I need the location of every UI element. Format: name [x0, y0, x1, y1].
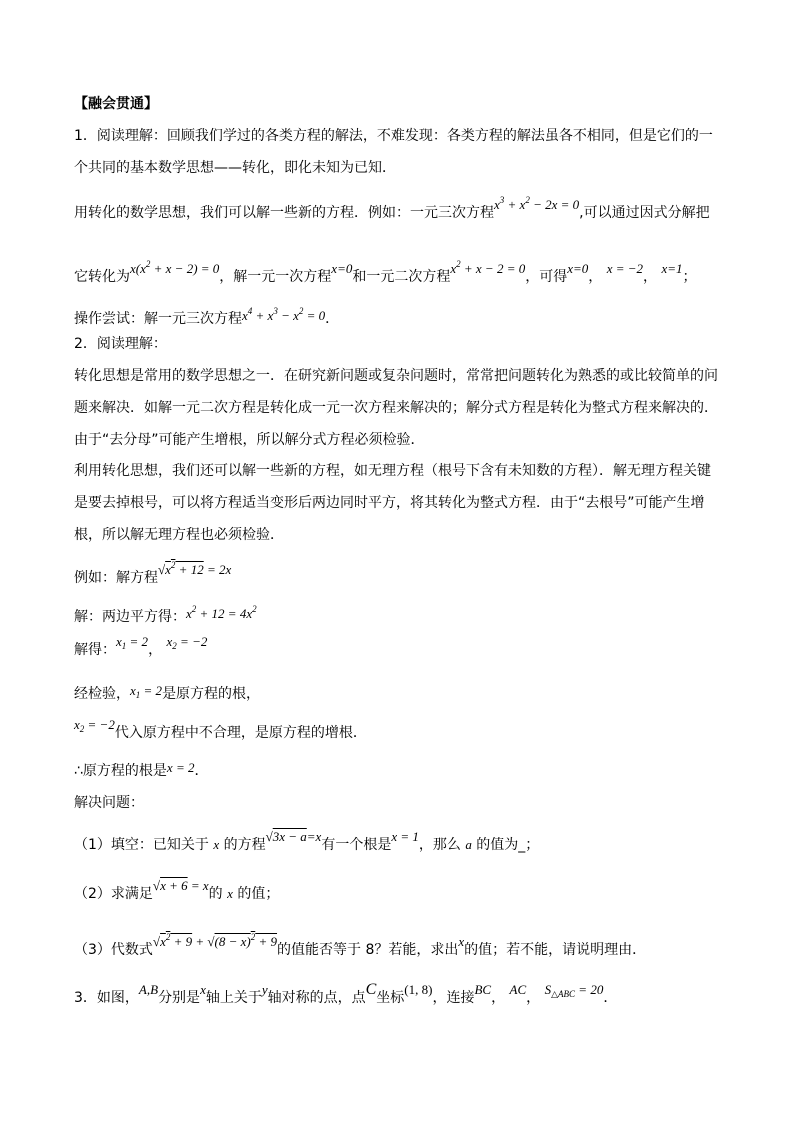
root-x1: $x_1 = 2$ — [116, 634, 149, 651]
triangle-area: $S_{\triangle ABC} = 20$ — [544, 982, 604, 999]
q2-p3: 由于“去分母”可能产生增根，所以解分式方程必须检验． — [74, 432, 425, 448]
segment-ac: AC — [509, 982, 527, 997]
q2-solution-2: 解得：$x_1 = 2$， $x_2 = -2$ — [74, 634, 208, 658]
root-zero: x=0 — [567, 261, 589, 276]
q2-p2: 题来解决．如解一元二次方程是转化成一元一次方程来解决的；解分式方程是转化为整式方程来解决的． — [74, 400, 718, 416]
q2-p6: 根，所以解无理方程也必须检验． — [74, 527, 284, 543]
squared-equation: $x^2 + 12 = 4x^2$ — [186, 604, 257, 621]
q3-line: 3．如图，A,B分别是x轴上关于y轴对称的点，点C坐标(1, 8)，连接BC， AC， $S_{\triangle ABC} = 20$． — [74, 981, 618, 1006]
linear-equation: x=0 — [331, 261, 353, 276]
q2-sub1: （1）填空：已知关于 x 的方程√3x − a=x有一个根是x = 1，那么 a 的值为_； — [74, 829, 540, 853]
q1-line1: 1．阅读理解：回顾我们学过的各类方程的解法，不难发现：各类方程的解法虽各不相同，但是它们的一 — [74, 128, 713, 144]
q2-p1: 转化思想是常用的数学思想之一．在研究新问题或复杂问题时，常常把问题转化为熟悉的或比较简单的问 — [74, 368, 718, 384]
q2-p5: 是要去掉根号，可以将方程适当变形后两边同时平方，将其转化为整式方程．由于“去根号”可能产生增 — [74, 495, 705, 511]
quadratic-equation: $x^2 + x - 2 = 0$ — [450, 259, 526, 276]
q2-solve-title: 解决问题： — [74, 795, 144, 811]
sub2-equation: √x + 6 = x — [152, 878, 209, 893]
q2-p4: 利用转化思想，我们还可以解一些新的方程，如无理方程（根号下含有未知数的方程）．解无理方程关键 — [74, 463, 711, 479]
q2-sub3: （3）代数式$√x^2 + 9 + √(8 - x)^2 + 9$的值能否等于 8？若能，求出x的值；若不能，请说明理由． — [74, 932, 647, 958]
q2-check: 经检验，$x_1 = 2$是原方程的根， — [74, 683, 261, 702]
example-equation: $√x^2 + 12 = 2x$ — [158, 560, 232, 577]
q1-line4: 它转化为$x(x^2 + x - 2) = 0$，解一元一次方程x=0和一元二次方程$x^2 + x - 2 = 0$，可得x=0， x = −2， x=1； — [74, 259, 697, 285]
check-root-x1: $x_1 = 2$ — [130, 683, 163, 700]
point-c-coordinates: (1, 8) — [404, 982, 433, 997]
q2-title: 2．阅读理解： — [74, 336, 167, 352]
root-one: x=1 — [661, 261, 683, 276]
q2-example: 例如：解方程$√x^2 + 12 = 2x$ — [74, 560, 232, 586]
segment-bc: BC — [474, 982, 492, 997]
q1-line3: 用转化的数学思想，我们可以解一些新的方程．例如：一元三次方程$x^3 + x^2 - 2x = 0$,可以通过因式分解把 — [74, 195, 710, 221]
q1-line2: 个共同的基本数学思想——转化，即化未知为已知． — [74, 160, 396, 176]
sub1-root: x = 1 — [391, 829, 419, 844]
q1-line5: 操作尝试：解一元三次方程$x^4 + x^3 - x^2 = 0$． — [74, 306, 340, 327]
q2-reject: $x_2 = -2$代入原方程中不合理，是原方程的增根． — [74, 717, 367, 741]
quartic-equation: $x^4 + x^3 - x^2 = 0$ — [242, 306, 326, 323]
root-x2: $x_2 = -2$ — [166, 634, 208, 651]
cubic-equation: $x^3 + x^2 - 2x = 0$ — [494, 195, 580, 212]
sub3-expression: $√x^2 + 9 + √(8 - x)^2 + 9$ — [152, 932, 278, 949]
extraneous-root-x2: $x_2 = -2$ — [74, 717, 115, 734]
section-heading: 【融会贯通】 — [74, 96, 158, 112]
root-minus-two: x = −2 — [606, 261, 644, 276]
q2-solution-1: 解：两边平方得：$x^2 + 12 = 4x^2$ — [74, 604, 257, 625]
factored-equation: $x(x^2 + x - 2) = 0$ — [130, 259, 220, 276]
point-c: C — [365, 981, 377, 998]
q2-sub2: （2）求满足√x + 6 = x的 x 的值； — [74, 878, 280, 902]
final-root: x = 2 — [166, 760, 195, 775]
sub1-equation: √3x − a=x — [265, 829, 322, 844]
points-ab: A,B — [138, 982, 159, 997]
q2-conclusion: ∴原方程的根是x = 2． — [74, 760, 209, 779]
